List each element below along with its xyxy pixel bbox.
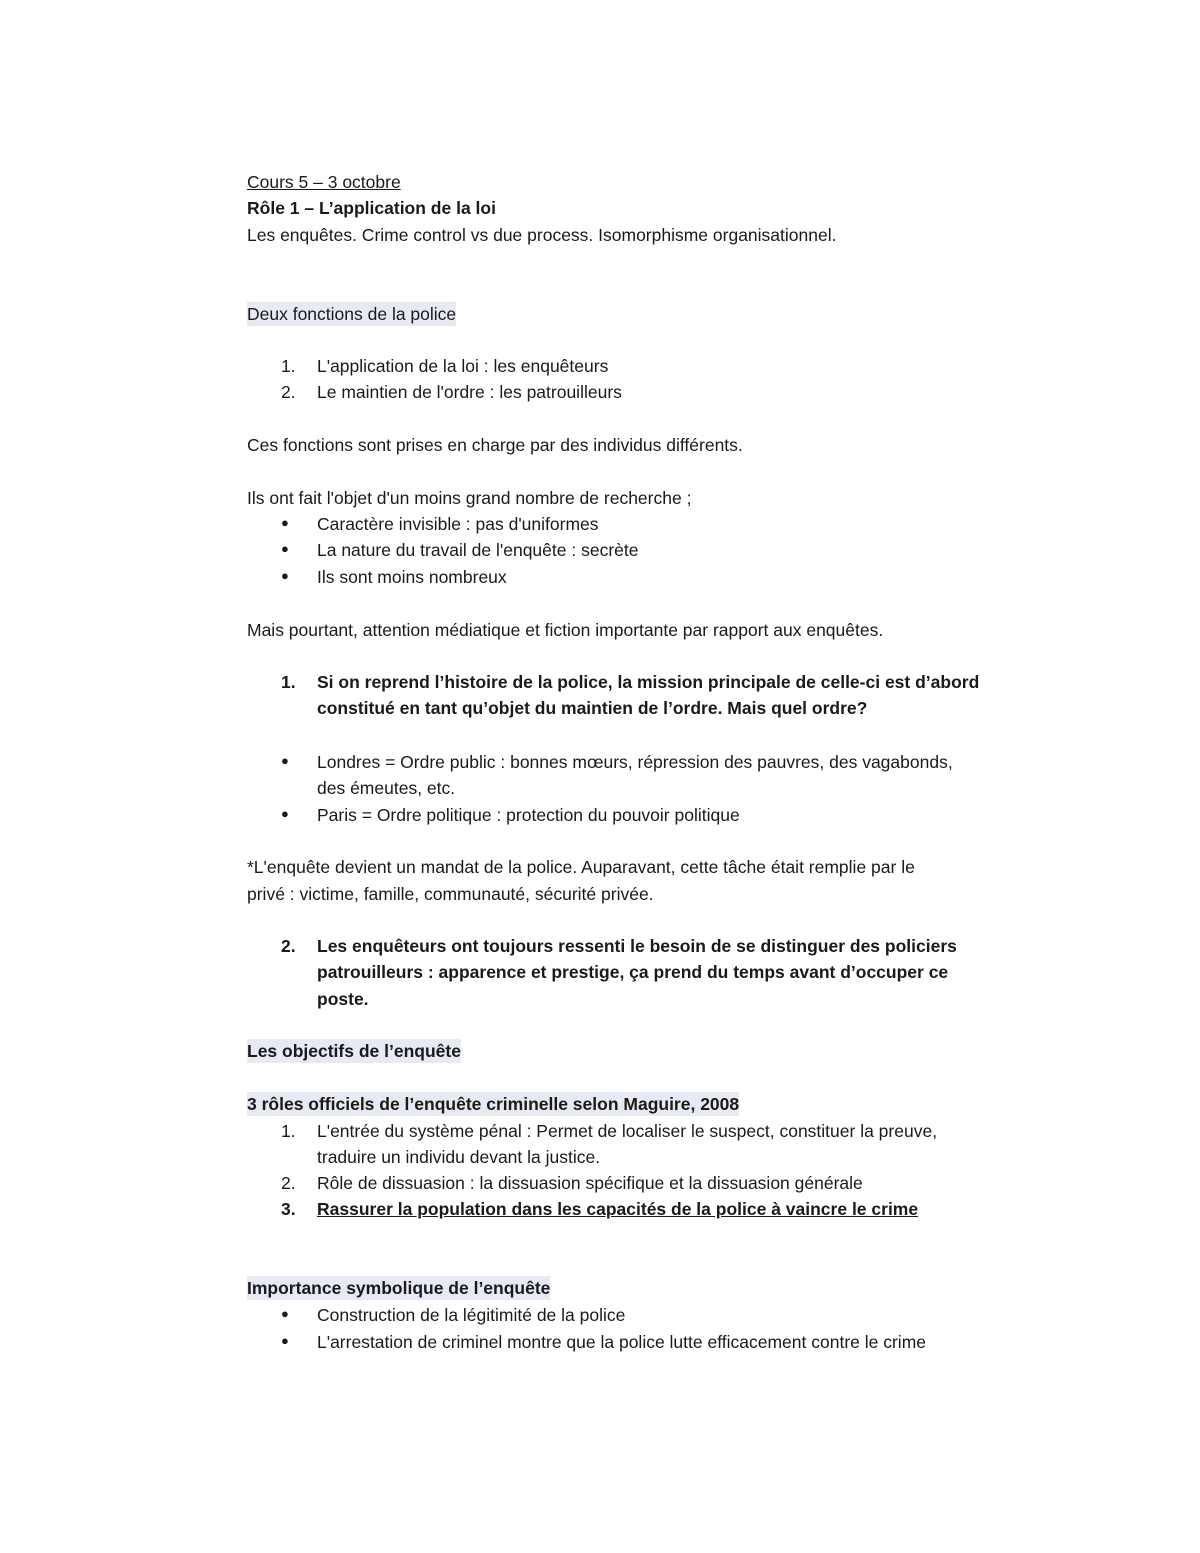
date-line: Cours 5 – 3 octobre — [247, 172, 401, 192]
list-item: Caractère invisible : pas d'uniformes — [317, 514, 599, 534]
list-number: 1. — [281, 672, 296, 692]
bullet-icon: ● — [281, 568, 289, 583]
point-1-line: constitué en tant qu’objet du maintien de l’ordre. Mais quel ordre? — [317, 698, 868, 718]
subtitle: Les enquêtes. Crime control vs due process. Isomorphisme organisationnel. — [247, 225, 837, 245]
list-item: L'arrestation de criminel montre que la police lutte efficacement contre le crime — [317, 1332, 927, 1352]
list-item: Londres = Ordre public : bonnes mœurs, répression des pauvres, des vagabonds, — [317, 752, 953, 772]
list-number: 3. — [281, 1199, 296, 1219]
list-number: 2. — [281, 382, 296, 402]
paragraph-recherche: Ils ont fait l'objet d'un moins grand nombre de recherche ; — [247, 488, 692, 508]
list-item: Construction de la légitimité de la police — [317, 1305, 626, 1325]
list-item: Paris = Ordre politique : protection du pouvoir politique — [317, 805, 740, 825]
heading-deux-fonctions: Deux fonctions de la police — [247, 304, 457, 324]
list-item: Le maintien de l'ordre : les patrouilleurs — [317, 382, 622, 402]
list-item: Rôle de dissuasion : la dissuasion spécifique et la dissuasion générale — [317, 1173, 863, 1193]
list-number: 1. — [281, 1121, 296, 1141]
paragraph-individus: Ces fonctions sont prises en charge par des individus différents. — [247, 435, 743, 455]
heading-symbolique: Importance symbolique de l’enquête — [247, 1278, 551, 1298]
list-item: Rassurer la population dans les capacités de la police à vaincre le crime — [317, 1199, 919, 1219]
paragraph-mediatique: Mais pourtant, attention médiatique et fiction importante par rapport aux enquêtes. — [247, 620, 884, 640]
bullet-icon: ● — [281, 1306, 289, 1321]
list-item: Ils sont moins nombreux — [317, 567, 507, 587]
point-2-line: Les enquêteurs ont toujours ressenti le besoin de se distinguer des policiers — [317, 936, 957, 956]
bullet-icon: ● — [281, 753, 289, 768]
list-item: L'entrée du système pénal : Permet de localiser le suspect, constituer la preuve, — [317, 1121, 938, 1141]
point-2-line: patrouilleurs : apparence et prestige, ça prend du temps avant d’occuper ce — [317, 962, 949, 982]
list-number: 1. — [281, 356, 296, 376]
point-1-line: Si on reprend l’histoire de la police, la mission principale de celle-ci est d’abord — [317, 672, 980, 692]
bullet-icon: ● — [281, 541, 289, 556]
bullet-icon: ● — [281, 806, 289, 821]
paragraph-mandat: *L'enquête devient un mandat de la police. Auparavant, cette tâche était remplie par le — [247, 857, 915, 877]
heading-objectifs: Les objectifs de l’enquête — [247, 1041, 461, 1061]
page-title: Rôle 1 – L’application de la loi — [247, 198, 496, 218]
list-item-continued: des émeutes, etc. — [317, 778, 456, 798]
list-number: 2. — [281, 1173, 296, 1193]
point-2-line: poste. — [317, 989, 369, 1009]
heading-roles-officiels: 3 rôles officiels de l’enquête criminelle selon Maguire, 2008 — [247, 1094, 740, 1114]
list-item-continued: traduire un individu devant la justice. — [317, 1147, 601, 1167]
paragraph-mandat: privé : victime, famille, communauté, sécurité privée. — [247, 884, 654, 904]
list-number: 2. — [281, 936, 296, 956]
bullet-icon: ● — [281, 515, 289, 530]
bullet-icon: ● — [281, 1333, 289, 1348]
list-item: L'application de la loi : les enquêteurs — [317, 356, 609, 376]
list-item: La nature du travail de l'enquête : secrète — [317, 540, 639, 560]
